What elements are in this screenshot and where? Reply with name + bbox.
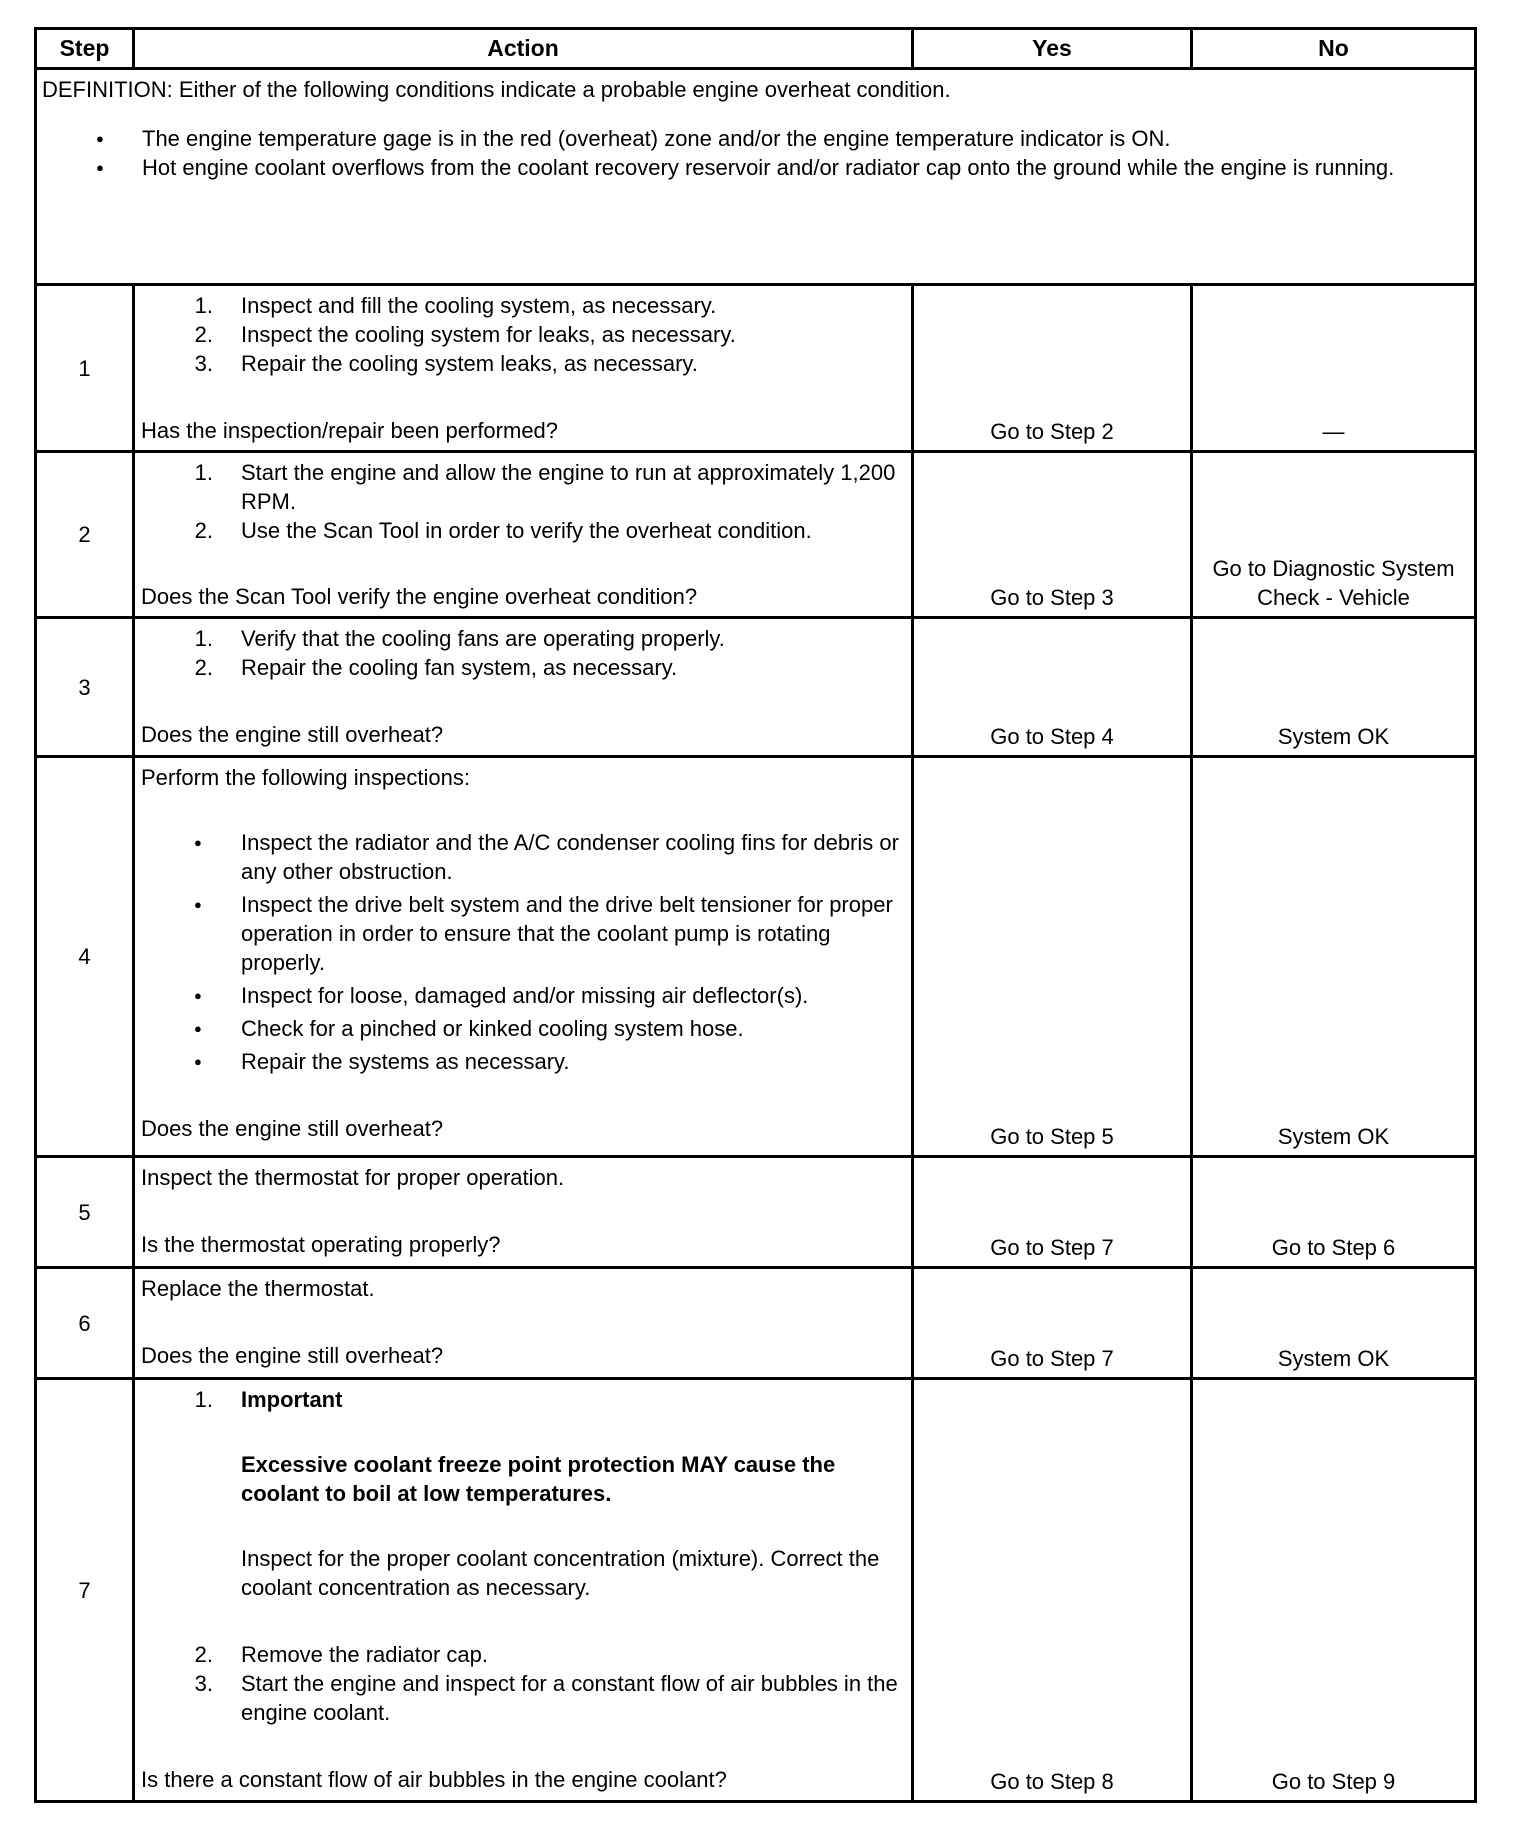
list-item: ● Repair the systems as necessary. (141, 1047, 905, 1076)
definition-bullet: ● The engine temperature gage is in the red (overheat) zone and/or the engine temperature indicator is ON. (42, 124, 1468, 153)
yes-cell: Go to Step 7 (913, 1268, 1192, 1379)
header-row (36, 29, 1476, 69)
important-label: Important (241, 1387, 343, 1412)
yes-cell: Go to Step 2 (913, 285, 1192, 452)
list-item: 1. Important Excessive coolant freeze point protection MAY cause the coolant to boil at low temperatures. Inspect for the proper coolant concentration (mixture). Correct the coolant concentration as necessary. (141, 1385, 905, 1640)
no-cell: System OK (1192, 757, 1476, 1157)
definition-bullets (42, 124, 1468, 182)
step-number: 7 (36, 1379, 134, 1802)
header-action: Action (134, 29, 913, 69)
step-row-6 (36, 1268, 1476, 1379)
action-question: Does the engine still overheat? (141, 1116, 444, 1141)
action-question: Does the engine still overheat? (141, 722, 444, 747)
header-no: No (1192, 29, 1476, 69)
step-row-7 (36, 1379, 1476, 1802)
step-row-3 (36, 618, 1476, 757)
step-number: 1 (36, 285, 134, 452)
step-row-4 (36, 757, 1476, 1157)
list-item: ● Inspect for loose, damaged and/or missing air deflector(s). (141, 981, 905, 1010)
list-item: 3. Start the engine and inspect for a constant flow of air bubbles in the engine coolant. (194, 1671, 898, 1725)
action-intro: Replace the thermostat. (141, 1276, 375, 1301)
step-number: 6 (36, 1268, 134, 1379)
definition-row (36, 69, 1476, 285)
yes-cell: Go to Step 8 (913, 1379, 1192, 1802)
no-cell: Go to Step 6 (1192, 1157, 1476, 1268)
list-item: 2. Repair the cooling fan system, as necessary. (194, 655, 678, 680)
action-question: Has the inspection/repair been performed? (141, 418, 559, 443)
definition-text: DEFINITION: Either of the following conditions indicate a probable engine overheat condition. (42, 77, 951, 102)
list-item: ● Inspect the drive belt system and the drive belt tensioner for proper operation in order to ensure that the coolant pump is rotating properly. (141, 890, 905, 977)
no-cell: Go to Step 9 (1192, 1379, 1476, 1802)
step-number: 3 (36, 618, 134, 757)
diagnostic-table (34, 27, 1477, 1803)
action-intro: Perform the following inspections: (141, 765, 470, 790)
action-list (141, 624, 905, 682)
action-question: Does the Scan Tool verify the engine overheat condition? (141, 584, 698, 609)
yes-cell: Go to Step 3 (913, 452, 1192, 618)
action-list (141, 458, 905, 545)
step-number: 4 (36, 757, 134, 1157)
yes-cell: Go to Step 4 (913, 618, 1192, 757)
yes-cell: Go to Step 5 (913, 757, 1192, 1157)
list-item: ● Check for a pinched or kinked cooling system hose. (141, 1014, 905, 1043)
list-item: 1. Verify that the cooling fans are operating properly. (194, 626, 725, 651)
step-number: 2 (36, 452, 134, 618)
step-row-1 (36, 285, 1476, 452)
step-number: 5 (36, 1157, 134, 1268)
action-list (141, 1385, 905, 1727)
no-cell: Go to Diagnostic System Check - Vehicle (1192, 452, 1476, 618)
action-question: Does the engine still overheat? (141, 1343, 444, 1368)
no-cell: System OK (1192, 1268, 1476, 1379)
list-item: 3. Repair the cooling system leaks, as necessary. (194, 351, 698, 376)
list-item: 2. Use the Scan Tool in order to verify the overheat condition. (194, 518, 812, 543)
action-question: Is there a constant flow of air bubbles in the engine coolant? (141, 1767, 727, 1792)
header-yes: Yes (913, 29, 1192, 69)
header-step: Step (36, 29, 134, 69)
action-question: Is the thermostat operating properly? (141, 1232, 501, 1257)
list-item: 2. Inspect the cooling system for leaks, as necessary. (194, 322, 736, 347)
step-row-2 (36, 452, 1476, 618)
definition-bullet: ● Hot engine coolant overflows from the coolant recovery reservoir and/or radiator cap onto the ground while the engine is running. (42, 153, 1468, 182)
step-row-5 (36, 1157, 1476, 1268)
list-item: 1. Start the engine and allow the engine to run at approximately 1,200 RPM. (194, 460, 896, 514)
action-list (141, 291, 905, 378)
list-item: ● Inspect the radiator and the A/C condenser cooling fins for debris or any other obstruction. (141, 828, 905, 886)
list-item-text: Inspect for the proper coolant concentration (mixture). Correct the coolant concentration as necessary. (241, 1546, 880, 1600)
no-cell: — (1192, 285, 1476, 452)
inspection-bullets (141, 828, 905, 1076)
list-item: 1. Inspect and fill the cooling system, as necessary. (194, 293, 717, 318)
important-note: Excessive coolant freeze point protection MAY cause the coolant to boil at low temperatures. (241, 1452, 836, 1506)
list-item: 2. Remove the radiator cap. (194, 1642, 489, 1667)
yes-cell: Go to Step 7 (913, 1157, 1192, 1268)
no-cell: System OK (1192, 618, 1476, 757)
action-intro: Inspect the thermostat for proper operation. (141, 1165, 565, 1190)
